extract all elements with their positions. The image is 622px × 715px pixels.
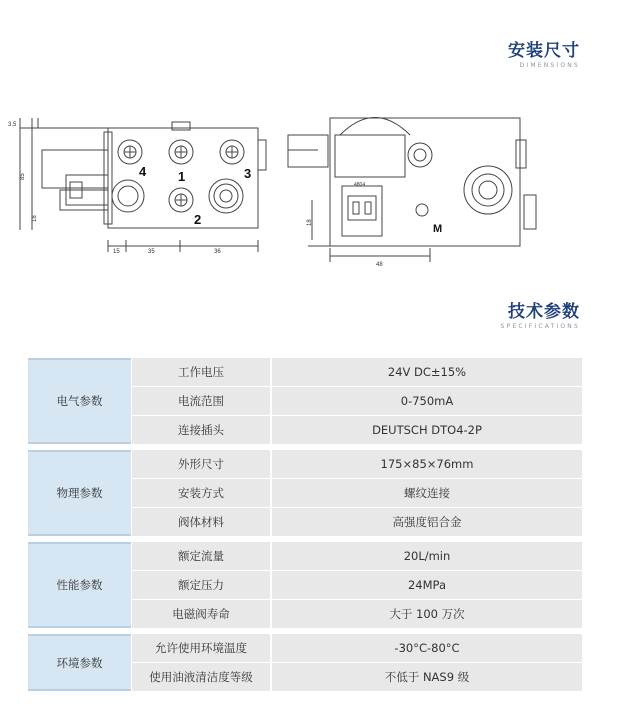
dim-label-36: 36 xyxy=(214,249,221,255)
spec-row xyxy=(131,508,582,536)
spec-row xyxy=(131,634,582,662)
spec-value: 螺纹连接 xyxy=(272,479,582,507)
spec-row xyxy=(131,479,582,507)
side-mark-m: M xyxy=(433,223,443,235)
dimension-drawings xyxy=(0,0,622,290)
dim-label-3-5: 3.5 xyxy=(8,122,17,128)
spec-name: 安装方式 xyxy=(132,479,270,507)
spec-name: 允许使用环境温度 xyxy=(132,634,270,662)
side-view-drawing xyxy=(288,118,536,263)
spec-row xyxy=(131,663,582,691)
spec-group-label: 电气参数 xyxy=(28,358,131,444)
spec-row xyxy=(131,542,582,570)
spec-value: DEUTSCH DTO4-2P xyxy=(272,416,582,444)
side-dim-label-48: 48 xyxy=(376,262,383,268)
side-dim-label-18: 18 xyxy=(307,219,313,226)
spec-row xyxy=(131,571,582,599)
spec-name: 工作电压 xyxy=(132,358,270,386)
spec-value: 不低于 NAS9 级 xyxy=(272,663,582,691)
spec-value: 0-750mA xyxy=(272,387,582,415)
specifications-subtitle: SPECIFICATIONS xyxy=(500,323,580,330)
spec-value: 175×85×76mm xyxy=(272,450,582,478)
port-label-2: 2 xyxy=(194,212,202,227)
dim-label-15: 15 xyxy=(113,249,120,255)
dimensions-subtitle: DIMENSIONS xyxy=(519,62,580,69)
spec-group-environment xyxy=(28,634,582,691)
spec-name: 连接插头 xyxy=(132,416,270,444)
specifications-table xyxy=(28,358,582,697)
spec-value: -30°C-80°C xyxy=(272,634,582,662)
spec-group-label: 环境参数 xyxy=(28,634,131,691)
spec-group-label: 性能参数 xyxy=(28,542,131,628)
port-label-3: 3 xyxy=(244,166,252,181)
spec-row xyxy=(131,450,582,478)
spec-value: 大于 100 万次 xyxy=(272,600,582,628)
spec-name: 电磁阀寿命 xyxy=(132,600,270,628)
spec-name: 使用油液清洁度等级 xyxy=(132,663,270,691)
dim-label-85: 85 xyxy=(20,173,26,180)
dim-label-35: 35 xyxy=(148,249,155,255)
spec-value: 24MPa xyxy=(272,571,582,599)
spec-name: 额定流量 xyxy=(132,542,270,570)
spec-row xyxy=(131,387,582,415)
spec-group-performance xyxy=(28,542,582,628)
dim-label-18-front: 18 xyxy=(32,215,38,222)
specifications-title: 技术参数 xyxy=(508,302,580,322)
spec-name: 电流范围 xyxy=(132,387,270,415)
specifications-heading xyxy=(501,297,580,330)
spec-row xyxy=(131,358,582,386)
spec-row xyxy=(131,416,582,444)
dimensions-title: 安装尺寸 xyxy=(508,41,580,61)
spec-value: 24V DC±15% xyxy=(272,358,582,386)
spec-name: 阀体材料 xyxy=(132,508,270,536)
spec-name: 额定压力 xyxy=(132,571,270,599)
port-label-4: 4 xyxy=(139,164,147,179)
spec-row xyxy=(131,600,582,628)
spec-name: 外形尺寸 xyxy=(132,450,270,478)
spec-group-label: 物理参数 xyxy=(28,450,131,536)
front-view-drawing xyxy=(20,118,266,252)
spec-group-physical xyxy=(28,450,582,536)
port-label-1: 1 xyxy=(178,169,186,184)
spec-group-electrical xyxy=(28,358,582,444)
side-tag: 4804 xyxy=(354,182,366,188)
spec-value: 20L/min xyxy=(272,542,582,570)
spec-value: 高强度铝合金 xyxy=(272,508,582,536)
